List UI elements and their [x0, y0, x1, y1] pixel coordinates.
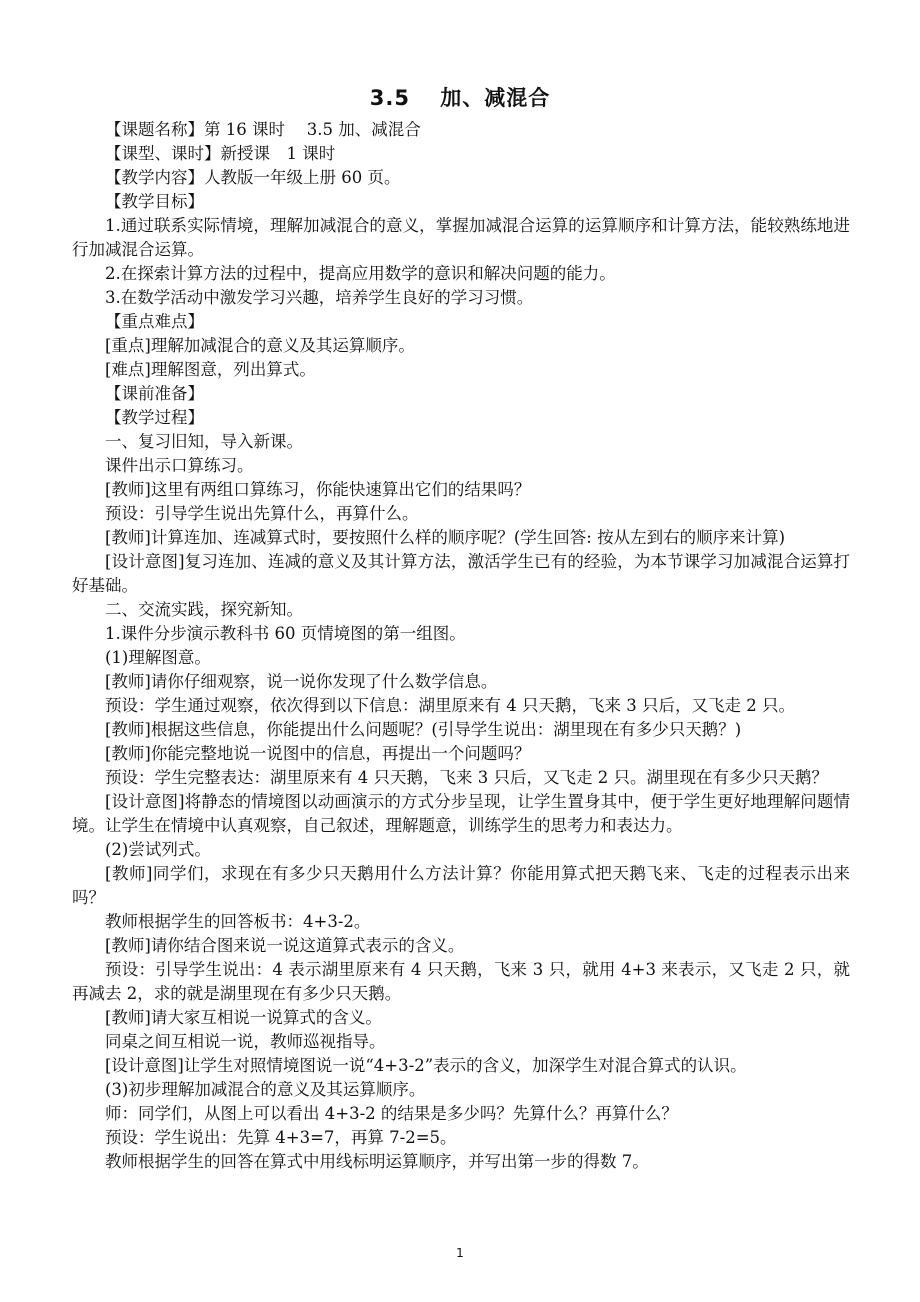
paragraph: [设计意图]让学生对照情境图说一说“4+3-2”表示的含义，加深学生对混合算式的认识。 [105, 1056, 747, 1075]
paragraph: 预设：学生说出：先算 4+3=7，再算 7-2=5。 [105, 1128, 457, 1147]
paragraph: (3)初步理解加减混合的意义及其运算顺序。 [105, 1080, 426, 1099]
paragraph: (1)理解图意。 [105, 648, 211, 667]
paragraph: 【教学目标】 [105, 192, 204, 211]
paragraph: 二、交流实践，探究新知。 [105, 600, 303, 619]
paragraph: 2.在探索计算方法的过程中，提高应用数学的意识和解决问题的能力。 [105, 264, 616, 283]
paragraph: [设计意图]将静态的情境图以动画演示的方式分步呈现，让学生置身其中，便于学生更好地理解问题情境。让学生在情境中认真观察，自己叙述，理解题意，训练学生的思考力和表达力。 [72, 792, 850, 835]
paragraph: [教师]同学们，求现在有多少只天鹅用什么方法计算？你能用算式把天鹅飞来、飞走的过程表示出来吗？ [72, 864, 850, 907]
paragraph: [难点]理解图意，列出算式。 [105, 360, 316, 379]
document-title: 3.5 加、减混合 [369, 86, 551, 110]
paragraph: 【重点难点】 [105, 312, 204, 331]
paragraph: 【课型、课时】新授课 1 课时 [105, 144, 336, 163]
paragraph: 【课前准备】 [105, 384, 204, 403]
paragraph: 预设：学生完整表达：湖里原来有 4 只天鹅，飞来 3 只后，又飞走 2 只。湖里现在有多少只天鹅？ [105, 768, 828, 787]
paragraph: 教师根据学生的回答在算式中用线标明运算顺序，并写出第一步的得数 7。 [105, 1152, 649, 1171]
paragraph: 预设：学生通过观察，依次得到以下信息：湖里原来有 4 只天鹅，飞来 3 只后，又飞走 2 只。 [105, 696, 795, 715]
paragraph: [教师]你能完整地说一说图中的信息，再提出一个问题吗？ [105, 744, 531, 763]
paragraph: 【教学内容】人教版一年级上册 60 页。 [105, 168, 401, 187]
paragraph: [教师]请你结合图来说一说这道算式表示的含义。 [105, 936, 465, 955]
paragraph: [教师]根据这些信息，你能提出什么问题呢？(引导学生说出：湖里现在有多少只天鹅？) [105, 720, 742, 739]
paragraph: (2)尝试列式。 [105, 840, 211, 859]
paragraph: 教师根据学生的回答板书：4+3-2。 [105, 912, 371, 931]
paragraph: [重点]理解加减混合的意义及其运算顺序。 [105, 336, 415, 355]
paragraph: [教师]请大家互相说一说算式的含义。 [105, 1008, 382, 1027]
paragraph: [教师]计算连加、连减算式时，要按照什么样的顺序呢？(学生回答: 按从左到右的顺序来计算) [105, 528, 786, 547]
document-body [72, 118, 850, 1174]
paragraph: 【教学过程】 [105, 408, 204, 427]
paragraph: 1.通过联系实际情境，理解加减混合的意义，掌握加减混合运算的运算顺序和计算方法，能较熟练地进行加减混合运算。 [72, 216, 850, 259]
paragraph: 【课题名称】第 16 课时 3.5 加、减混合 [105, 120, 421, 139]
paragraph: 一、复习旧知，导入新课。 [105, 432, 303, 451]
paragraph: 预设：引导学生说出先算什么，再算什么。 [105, 504, 419, 523]
paragraph: 3.在数学活动中激发学习兴趣，培养学生良好的学习习惯。 [105, 288, 534, 307]
paragraph: [教师]请你仔细观察，说一说你发现了什么数学信息。 [105, 672, 498, 691]
paragraph: [设计意图]复习连加、连减的意义及其计算方法，激活学生已有的经验，为本节课学习加减混合运算打好基础。 [72, 552, 850, 595]
paragraph: 同桌之间互相说一说，教师巡视指导。 [105, 1032, 386, 1051]
paragraph: 课件出示口算练习。 [105, 456, 254, 475]
paragraph: 1.课件分步演示教科书 60 页情境图的第一组图。 [105, 624, 466, 643]
page-number: 1 [456, 1246, 464, 1260]
paragraph: 师：同学们，从图上可以看出 4+3-2 的结果是多少吗？先算什么？再算什么？ [105, 1104, 678, 1123]
paragraph: [教师]这里有两组口算练习，你能快速算出它们的结果吗？ [105, 480, 531, 499]
paragraph: 预设：引导学生说出：4 表示湖里原来有 4 只天鹅，飞来 3 只，就用 4+3 来表示，又飞走 2 只，就再减去 2，求的就是湖里现在有多少只天鹅。 [72, 960, 850, 1003]
